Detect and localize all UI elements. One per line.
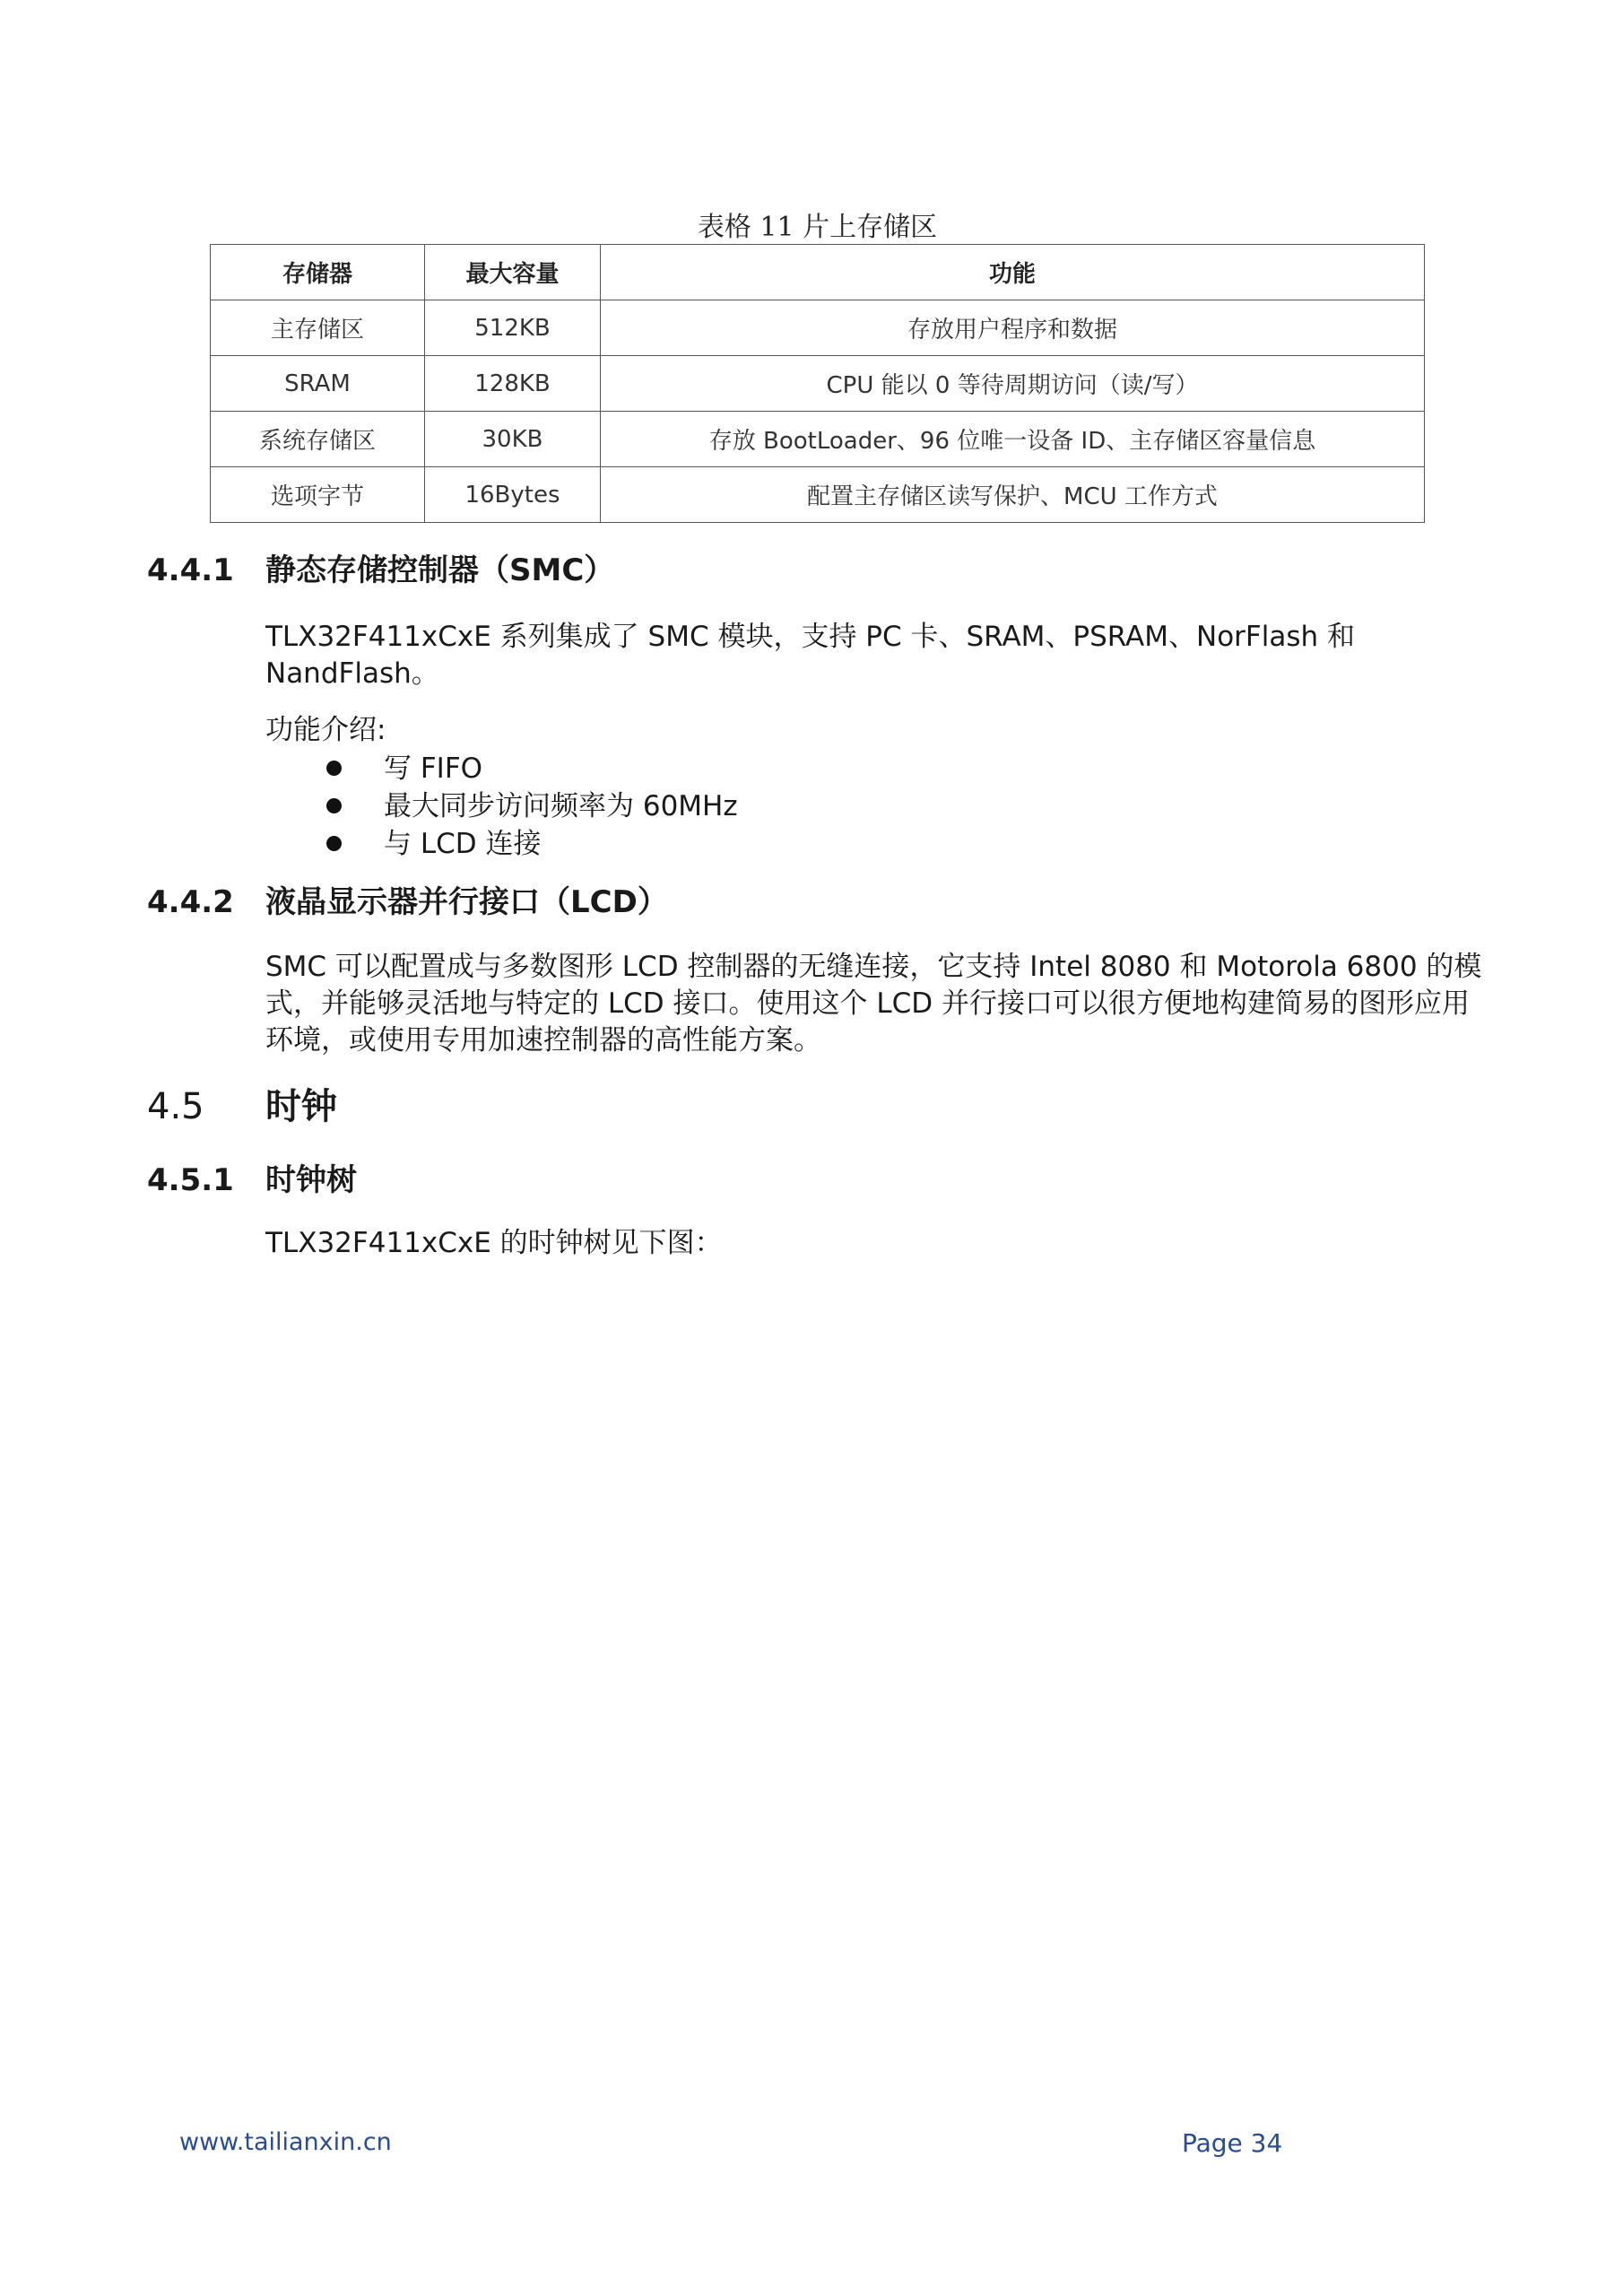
table-header-row — [211, 245, 1425, 300]
section-number: 4.5.1 — [147, 1162, 234, 1198]
table-cell: 配置主存储区读写保护、MCU 工作方式 — [601, 467, 1425, 523]
lcd-paragraph: SMC 可以配置成与多数图形 LCD 控制器的无缝连接，它支持 Intel 8080 和 Motorola 6800 的模式，并能够灵活地与特定的 LCD 接口。使用这个 LCD 并行接口可以很方便地构建简易的图形应用环境，或使用专用加速控制器的高性能方案。 — [265, 951, 1482, 1057]
section-title: 时钟 — [265, 1086, 337, 1127]
table-cell: 存放用户程序和数据 — [601, 300, 1425, 356]
table-cell: 128KB — [425, 356, 601, 412]
table-header-cell: 最大容量 — [425, 245, 601, 300]
table-cell: 存放 BootLoader、96 位唯一设备 ID、主存储区容量信息 — [601, 412, 1425, 467]
table-cell: SRAM — [211, 356, 425, 412]
table-row — [211, 467, 1425, 523]
table-row — [211, 300, 1425, 356]
bullet-icon — [326, 761, 342, 776]
section-title: 液晶显示器并行接口（LCD） — [265, 884, 668, 920]
table-row — [211, 412, 1425, 467]
smc-paragraph: TLX32F411xCxE 系列集成了 SMC 模块，支持 PC 卡、SRAM、PSRAM、NorFlash 和 NandFlash。 — [265, 621, 1356, 690]
table-cell: 16Bytes — [425, 467, 601, 523]
table-caption: 表格 11 片上存储区 — [697, 212, 938, 243]
list-item: 写 FIFO — [326, 750, 738, 787]
bullet-icon — [326, 836, 342, 851]
table-cell: CPU 能以 0 等待周期访问（读/写） — [601, 356, 1425, 412]
section-number: 4.4.1 — [147, 552, 234, 588]
list-item: 与 LCD 连接 — [326, 825, 738, 863]
table-cell: 系统存储区 — [211, 412, 425, 467]
table-row — [211, 356, 1425, 412]
bullet-icon — [326, 798, 342, 813]
section-number: 4.5 — [147, 1086, 204, 1127]
section-title: 时钟树 — [265, 1162, 357, 1198]
list-item: 最大同步访问频率为 60MHz — [326, 787, 738, 825]
section-number: 4.4.2 — [147, 884, 234, 920]
features-label: 功能介绍: — [265, 714, 386, 746]
clock-tree-paragraph: TLX32F411xCxE 的时钟树见下图： — [265, 1227, 723, 1259]
section-heading-clock — [147, 1087, 337, 1126]
section-heading-lcd — [147, 883, 668, 922]
table-cell: 主存储区 — [211, 300, 425, 356]
section-heading-clock-tree — [147, 1161, 357, 1200]
memory-table — [210, 244, 1425, 523]
table-header-cell: 存储器 — [211, 245, 425, 300]
footer-website-link[interactable]: www.tailianxin.cn — [179, 2128, 392, 2156]
table-cell: 选项字节 — [211, 467, 425, 523]
table-cell: 512KB — [425, 300, 601, 356]
table-cell: 30KB — [425, 412, 601, 467]
section-title: 静态存储控制器（SMC） — [265, 552, 615, 588]
footer-page-number: Page 34 — [1182, 2128, 1283, 2158]
section-heading-smc — [147, 551, 614, 590]
table-header-cell: 功能 — [601, 245, 1425, 300]
feature-list — [326, 750, 738, 863]
